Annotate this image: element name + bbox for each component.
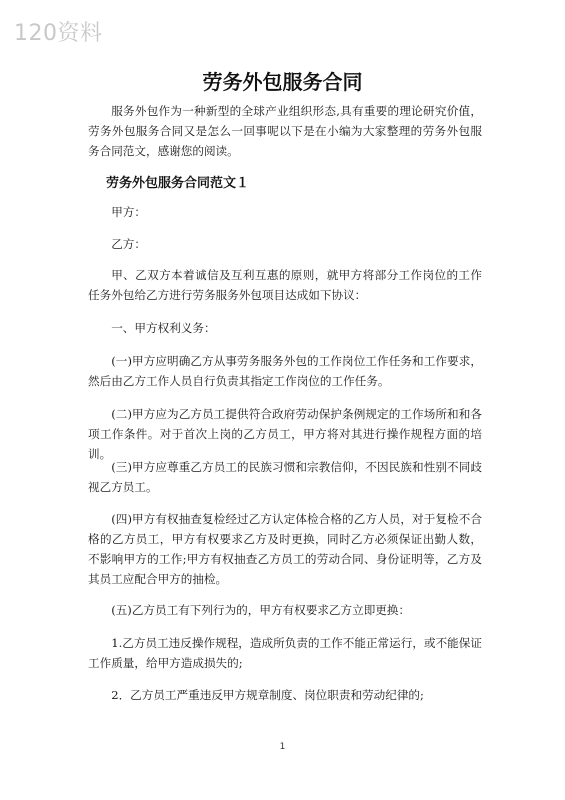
clause-item-1: (一)甲方应明确乙方从事劳务服务外包的工作岗位工作任务和工作要求，然后由乙方工作人员自行负责其指定工作岗位的工作任务。	[88, 354, 482, 388]
clause-subitem-2: 2．乙方员工严重违反甲方规章制度、岗位职责和劳动纪律的;	[111, 688, 424, 702]
document-title: 劳务外包服务合同	[202, 70, 363, 94]
party-a-label: 甲方：	[111, 205, 146, 219]
clause-item-2: (二)甲方应为乙方员工提供符合政府劳动保护条例规定的工作场所和和各项工作条件。对于首次上岗的乙方员工，甲方将对其进行操作规程方面的培训。	[88, 407, 482, 461]
clause-item-3: (三)甲方应尊重乙方员工的民族习惯和宗教信仰，不因民族和性别不同歧视乙方员工。	[88, 460, 482, 494]
watermark-logo: 120资料	[14, 21, 103, 46]
clause-item-4: (四)甲方有权抽查复检经过乙方认定体检合格的乙方人员，对于复检不合格的乙方员工，甲方有权要求乙方及时更换，同时乙方必须保证出勤人数，不影响甲方的工作;甲方有权抽查乙方员工的劳动合同、身份证明等，乙方及其员工应配合甲方的抽检。	[88, 512, 482, 586]
intro-paragraph: 服务外包作为一种新型的全球产业组织形态,具有重要的理论研究价值，劳务外包服务合同又是怎么一回事呢以下是在小编为大家整理的劳务外包服务合同范文，感谢您的阅读。	[88, 104, 482, 158]
preamble-paragraph: 甲、乙双方本着诚信及互利互惠的原则，就甲方将部分工作岗位的工作任务外包给乙方进行劳务服务外包项目达成如下协议：	[88, 268, 482, 302]
clause-subitem-1: 1.乙方员工违反操作规程，造成所负责的工作不能正常运行，或不能保证工作质量，给甲方造成损失的;	[88, 636, 482, 670]
clause-heading: 一、甲方权利义务：	[111, 321, 216, 335]
clause-item-5: (五)乙方员工有下列行为的，甲方有权要求乙方立即更换：	[111, 603, 411, 617]
page-number: 1	[279, 742, 286, 752]
party-b-label: 乙方：	[111, 237, 146, 251]
section-title: 劳务外包服务合同范文１	[106, 176, 250, 191]
